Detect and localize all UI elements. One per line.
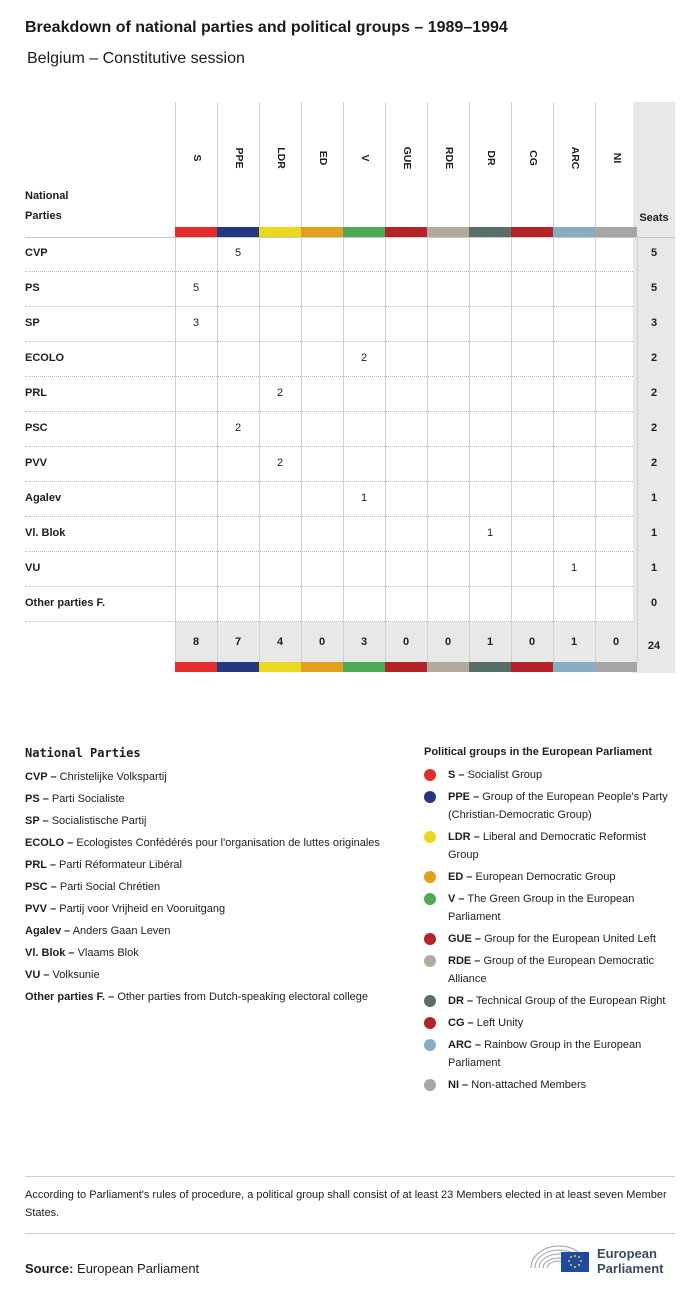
group-color-bar-bottom	[385, 662, 427, 672]
group-legend-item	[424, 992, 679, 1010]
group-column-header	[595, 102, 637, 227]
logo-line-2: Parliament	[597, 1261, 664, 1276]
column-total: 4	[276, 636, 284, 648]
group-legend-abbr: GUE –	[448, 933, 482, 945]
group-color-bar-bottom	[553, 662, 595, 672]
group-legend-item	[424, 1036, 679, 1072]
group-color-dot-icon	[424, 831, 436, 843]
column-total: 0	[402, 636, 410, 648]
group-code: GUE	[400, 146, 413, 170]
group-color-bar	[511, 227, 553, 237]
party-name: Vl. Blok	[25, 527, 66, 539]
group-legend-name: Group of the European Democratic Alliance	[448, 955, 655, 985]
party-name: PRL	[25, 387, 47, 399]
group-legend-abbr: LDR –	[448, 831, 480, 843]
party-legend-item	[25, 790, 385, 808]
group-color-bar	[217, 227, 259, 237]
party-name: Other parties F.	[25, 597, 106, 609]
column-total: 0	[318, 636, 326, 648]
party-legend-abbr: ECOLO –	[25, 837, 74, 849]
group-legend-abbr: V –	[448, 893, 465, 905]
party-name: CVP	[25, 247, 48, 259]
group-code: RDE	[442, 146, 455, 170]
group-legend-abbr: PPE –	[448, 791, 480, 803]
seat-count-cell: 2	[276, 387, 284, 399]
rules-note: According to Parliament's rules of procedure, a political group shall consist of at least 23 Members elected in at least seven Member States.	[25, 1176, 675, 1234]
row-seats-total: 2	[650, 352, 658, 364]
party-legend-item	[25, 812, 385, 830]
group-column-header	[427, 102, 469, 227]
party-legend-abbr: PRL –	[25, 859, 56, 871]
source-text: European Parliament	[77, 1261, 200, 1276]
group-color-bar-bottom	[301, 662, 343, 672]
group-legend-abbr: RDE –	[448, 955, 481, 967]
column-total: 8	[192, 636, 200, 648]
seat-count-cell: 1	[360, 492, 368, 504]
group-legend-item	[424, 828, 679, 864]
group-code: LDR	[274, 147, 287, 169]
party-legend-abbr: CVP –	[25, 771, 57, 783]
group-legend-name: Technical Group of the European Right	[473, 995, 666, 1007]
party-legend-item	[25, 966, 385, 984]
group-legend-item	[424, 868, 679, 886]
table-row	[25, 307, 633, 342]
group-code: DR	[484, 150, 497, 166]
table-row	[25, 412, 633, 447]
group-color-bar	[595, 227, 637, 237]
seat-count-cell: 1	[570, 562, 578, 574]
grand-total-seats: 24	[647, 640, 661, 652]
group-color-dot-icon	[424, 871, 436, 883]
group-legend-abbr: ED –	[448, 871, 473, 883]
group-legend-abbr: S –	[448, 769, 465, 781]
source-line	[25, 1261, 199, 1276]
group-color-bar	[259, 227, 301, 237]
group-color-dot-icon	[424, 1039, 436, 1051]
group-legend-item	[424, 766, 679, 784]
group-color-bar-bottom	[595, 662, 637, 672]
group-legend-name: Non-attached Members	[468, 1079, 587, 1091]
group-legend-abbr: CG –	[448, 1017, 474, 1029]
national-parties-header: National Parties	[25, 190, 69, 222]
group-code: PPE	[232, 147, 245, 169]
table-row	[25, 482, 633, 517]
group-column-header	[385, 102, 427, 227]
party-legend-item	[25, 768, 385, 786]
row-seats-total: 0	[650, 597, 658, 609]
party-legend-name: Socialistische Partij	[48, 815, 147, 827]
table-row	[25, 587, 633, 622]
group-code: NI	[610, 152, 623, 164]
group-column-header	[469, 102, 511, 227]
party-legend-name: Christelijke Volkspartij	[56, 771, 167, 783]
group-color-bar-bottom	[511, 662, 553, 672]
group-legend-abbr: ARC –	[448, 1039, 482, 1051]
seat-count-cell: 5	[192, 282, 200, 294]
group-code: S	[190, 154, 203, 162]
group-column-header	[511, 102, 553, 227]
party-legend-name: Partij voor Vrijheid en Vooruitgang	[56, 903, 226, 915]
party-legend-item	[25, 988, 385, 1006]
page-title: Breakdown of national parties and political groups – 1989–1994	[25, 19, 508, 36]
group-color-bar	[553, 227, 595, 237]
party-legend-abbr: PVV –	[25, 903, 57, 915]
seat-count-cell: 1	[486, 527, 494, 539]
row-seats-total: 1	[650, 562, 658, 574]
party-legend-name: Other parties from Dutch-speaking electoral college	[114, 991, 368, 1003]
party-legend-name: Anders Gaan Leven	[70, 925, 171, 937]
row-seats-total: 1	[650, 527, 658, 539]
party-legend-item	[25, 878, 385, 896]
page-subtitle: Belgium – Constitutive session	[27, 50, 245, 67]
seat-count-cell: 5	[234, 247, 242, 259]
group-color-dot-icon	[424, 1017, 436, 1029]
group-legend-item	[424, 788, 679, 824]
seat-count-cell: 2	[360, 352, 368, 364]
european-parliament-logo-icon	[527, 1238, 677, 1278]
group-legend-abbr: DR –	[448, 995, 474, 1007]
group-column-header	[553, 102, 595, 227]
party-name: Agalev	[25, 492, 62, 504]
group-color-bar	[385, 227, 427, 237]
table-row	[25, 552, 633, 587]
group-color-bar-bottom	[259, 662, 301, 672]
party-name: VU	[25, 562, 41, 574]
party-name: ECOLO	[25, 352, 65, 364]
party-name: PSC	[25, 422, 48, 434]
table-row	[25, 342, 633, 377]
party-legend-name: Parti Socialiste	[48, 793, 125, 805]
group-color-bar-bottom	[343, 662, 385, 672]
table-row	[25, 447, 633, 482]
party-legend-name: Parti Social Chrétien	[56, 881, 161, 893]
group-legend-name: Group for the European United Left	[481, 933, 656, 945]
party-legend-abbr: PSC –	[25, 881, 57, 893]
party-name: PS	[25, 282, 40, 294]
group-legend-item	[424, 952, 679, 988]
row-seats-total: 2	[650, 387, 658, 399]
row-seats-total: 5	[650, 282, 658, 294]
group-legend-abbr: NI –	[448, 1079, 469, 1091]
table-row	[25, 377, 633, 412]
table-row	[25, 272, 633, 307]
group-code: CG	[526, 150, 539, 166]
table-row	[25, 237, 633, 272]
party-name: SP	[25, 317, 40, 329]
group-column-header	[217, 102, 259, 227]
row-seats-total: 1	[650, 492, 658, 504]
group-color-bar	[301, 227, 343, 237]
party-legend-abbr: PS –	[25, 793, 49, 805]
seat-count-cell: 2	[234, 422, 242, 434]
group-color-dot-icon	[424, 893, 436, 905]
logo-line-1: European	[597, 1246, 657, 1261]
group-column-header	[175, 102, 217, 227]
group-legend-name: Left Unity	[473, 1017, 524, 1029]
group-color-dot-icon	[424, 791, 436, 803]
seat-count-cell: 3	[192, 317, 200, 329]
column-total: 7	[234, 636, 242, 648]
group-code: ARC	[568, 146, 581, 170]
group-legend-name: Group of the European People's Party (Christian-Democratic Group)	[448, 791, 668, 821]
party-legend-abbr: Agalev –	[25, 925, 71, 937]
party-legend-item	[25, 900, 385, 918]
group-color-bar-bottom	[175, 662, 217, 672]
table-row	[25, 517, 633, 552]
group-color-bar	[469, 227, 511, 237]
row-seats-total: 5	[650, 247, 658, 259]
party-legend-abbr: Other parties F. –	[25, 991, 115, 1003]
logo-text	[597, 1246, 663, 1276]
party-legend-name: Ecologistes Confédérés pour l'organisation de luttes originales	[73, 837, 380, 849]
group-color-bar	[427, 227, 469, 237]
party-legend-name: Vlaams Blok	[74, 947, 139, 959]
hemicycle-icon	[527, 1238, 591, 1274]
party-legend-name: Volksunie	[49, 969, 100, 981]
group-color-dot-icon	[424, 933, 436, 945]
group-column-header	[343, 102, 385, 227]
group-column-header	[259, 102, 301, 227]
group-color-bar-bottom	[427, 662, 469, 672]
group-color-dot-icon	[424, 955, 436, 967]
column-total: 3	[360, 636, 368, 648]
group-legend-item	[424, 1076, 679, 1094]
political-groups-legend	[424, 746, 679, 1098]
party-legend-abbr: VU –	[25, 969, 50, 981]
group-legend-name: Rainbow Group in the European Parliament	[448, 1039, 642, 1069]
party-legend-item	[25, 834, 385, 852]
source-label: Source:	[25, 1261, 74, 1276]
party-legend-item	[25, 856, 385, 874]
seats-header: Seats	[639, 212, 669, 224]
seat-count-cell: 2	[276, 457, 284, 469]
group-legend-name: Liberal and Democratic Reformist Group	[448, 831, 647, 861]
political-groups-legend-heading: Political groups in the European Parliament	[424, 746, 652, 758]
group-color-bar	[175, 227, 217, 237]
party-legend-abbr: SP –	[25, 815, 49, 827]
group-color-dot-icon	[424, 769, 436, 781]
group-legend-name: Socialist Group	[464, 769, 543, 781]
group-legend-item	[424, 890, 679, 926]
column-total: 1	[570, 636, 578, 648]
group-code: ED	[316, 150, 329, 166]
column-total: 0	[528, 636, 536, 648]
group-color-bar-bottom	[469, 662, 511, 672]
group-color-dot-icon	[424, 1079, 436, 1091]
group-legend-item	[424, 930, 679, 948]
group-code: V	[358, 154, 371, 162]
group-color-dot-icon	[424, 995, 436, 1007]
row-seats-total: 3	[650, 317, 658, 329]
group-legend-name: European Democratic Group	[472, 871, 616, 883]
row-seats-total: 2	[650, 422, 658, 434]
column-total: 0	[444, 636, 452, 648]
party-legend-name: Parti Réformateur Libéral	[55, 859, 182, 871]
group-column-header	[301, 102, 343, 227]
group-legend-item	[424, 1014, 679, 1032]
party-legend-abbr: Vl. Blok –	[25, 947, 75, 959]
group-color-bar	[343, 227, 385, 237]
national-parties-legend	[25, 746, 385, 1010]
party-legend-item	[25, 944, 385, 962]
row-seats-total: 2	[650, 457, 658, 469]
column-total: 0	[612, 636, 620, 648]
national-parties-legend-heading: National Parties	[25, 746, 141, 760]
group-legend-name: The Green Group in the European Parliament	[448, 893, 635, 923]
party-legend-item	[25, 922, 385, 940]
group-color-bar-bottom	[217, 662, 259, 672]
column-total: 1	[486, 636, 494, 648]
party-name: PVV	[25, 457, 48, 469]
